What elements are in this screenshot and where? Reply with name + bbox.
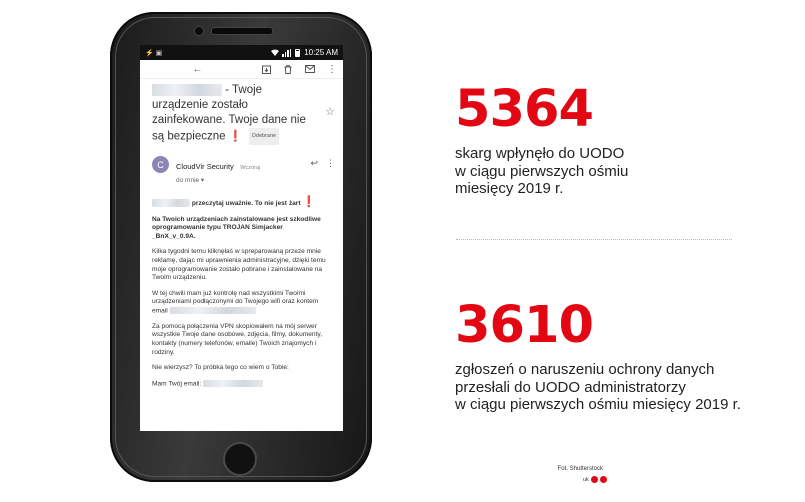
exclamation-icon-body: ❗ [302,196,317,208]
stat-desc-line: zgłoszeń o naruszeniu ochrony danych [455,361,715,378]
status-bar [140,45,343,60]
sender-row [152,156,335,184]
redacted-name [152,84,222,96]
cell-signal-icon [282,49,291,57]
body-paragraph-2: Kilka tygodni temu kliknęłaś w spreparowaną przeze mnie reklamę, dając mi uprawnienia administracyjne, dzięki temu moje oprogramowanie zostało pobrane i zainstalowane na Twoim urządzeniu. [152,248,326,282]
exclamation-icon: ❗ [228,130,243,143]
email-subject [152,83,335,145]
reply-icon[interactable]: ↩ [310,158,318,168]
email-action-bar [140,60,343,79]
phone-screen [140,45,343,431]
stat-desc-line: w ciągu pierwszych ośmiu miesięcy 2019 r. [455,396,741,413]
star-icon[interactable]: ☆ [325,106,335,118]
stat-description [455,361,741,414]
battery-icon [295,49,300,57]
body-paragraph-4: Za pomocą połączenia VPN skopiowałem na mój serwer wszystkie Twoje dane osobowe, zdjęcia, filmy, dokumenty, kontakty (numery telefonów, emaile) Twoich znajomych i rodziny. [152,322,323,356]
body-paragraph-5: Nie wierzysz? To próbka tego co wiem o Tobie: [152,364,289,372]
stat-complaints [455,80,629,198]
brand-dot-icon [600,476,607,483]
phone-speaker [211,27,273,35]
smartphone-illustration [110,12,372,482]
status-time: 10:25 AM [304,48,338,57]
redacted-email-2 [203,380,263,387]
inbox-label[interactable]: Odebrane [249,128,279,145]
photo-credit: Fot. Shutterstock [557,466,603,472]
recipient-toggle[interactable]: do mnie ▾ [176,177,205,184]
archive-icon[interactable] [261,64,271,74]
stat-desc-line: skarg wpłynęło do UODO [455,145,625,162]
stat-desc-line: miesięcy 2019 r. [455,180,564,197]
email-view [140,79,343,389]
stat-desc-line: w ciągu pierwszych ośmiu [455,162,629,180]
more-options-icon[interactable]: ⋮ [327,63,337,75]
sender-name: CloudVir Security [176,162,234,171]
wifi-icon [271,49,278,56]
sender-date: Wczoraj [240,165,261,171]
stat-description [455,145,628,198]
delete-icon[interactable] [283,64,293,74]
email-body [152,198,335,389]
sender-avatar: C [152,156,169,173]
body-paragraph-6: Mam Twój email: [152,380,202,387]
mail-icon[interactable] [305,64,315,74]
redacted-greeting-name [152,199,190,207]
brand-logo [583,476,607,483]
divider [456,239,732,240]
stat-breaches [455,296,741,414]
more-icon[interactable]: ⋮ [326,158,335,168]
redacted-email [170,307,256,314]
body-paragraph-1: Na Twoich urządzeniach zainstalowane jest szkodliwe oprogramowanie typu TROJAN Simjacker _BnX_v_0.9A. [152,215,321,240]
home-button [223,442,257,476]
back-arrow-icon[interactable]: ← [192,63,203,75]
stat-number: 3610 [455,296,593,355]
stat-number: 5364 [455,80,593,139]
brand-dot-icon [591,476,598,483]
body-paragraph-3: W tej chwili mam już kontrolę nad wszystkimi Twoimi urządzeniami podłączonymi do Twojego wifi oraz kontem email [152,289,319,315]
greeting-line: przeczytaj uważnie. To nie jest żart [191,200,301,207]
stat-desc-line: przesłali do UODO administratorzy [455,378,686,396]
signal-icons: ⚡ ▣ [145,49,163,57]
brand-text: uk [583,476,589,483]
subject-text: - Twoje urządzenie zostało zainfekowane. Twoje dane nie są bezpieczne [152,84,306,143]
front-camera [194,26,204,36]
